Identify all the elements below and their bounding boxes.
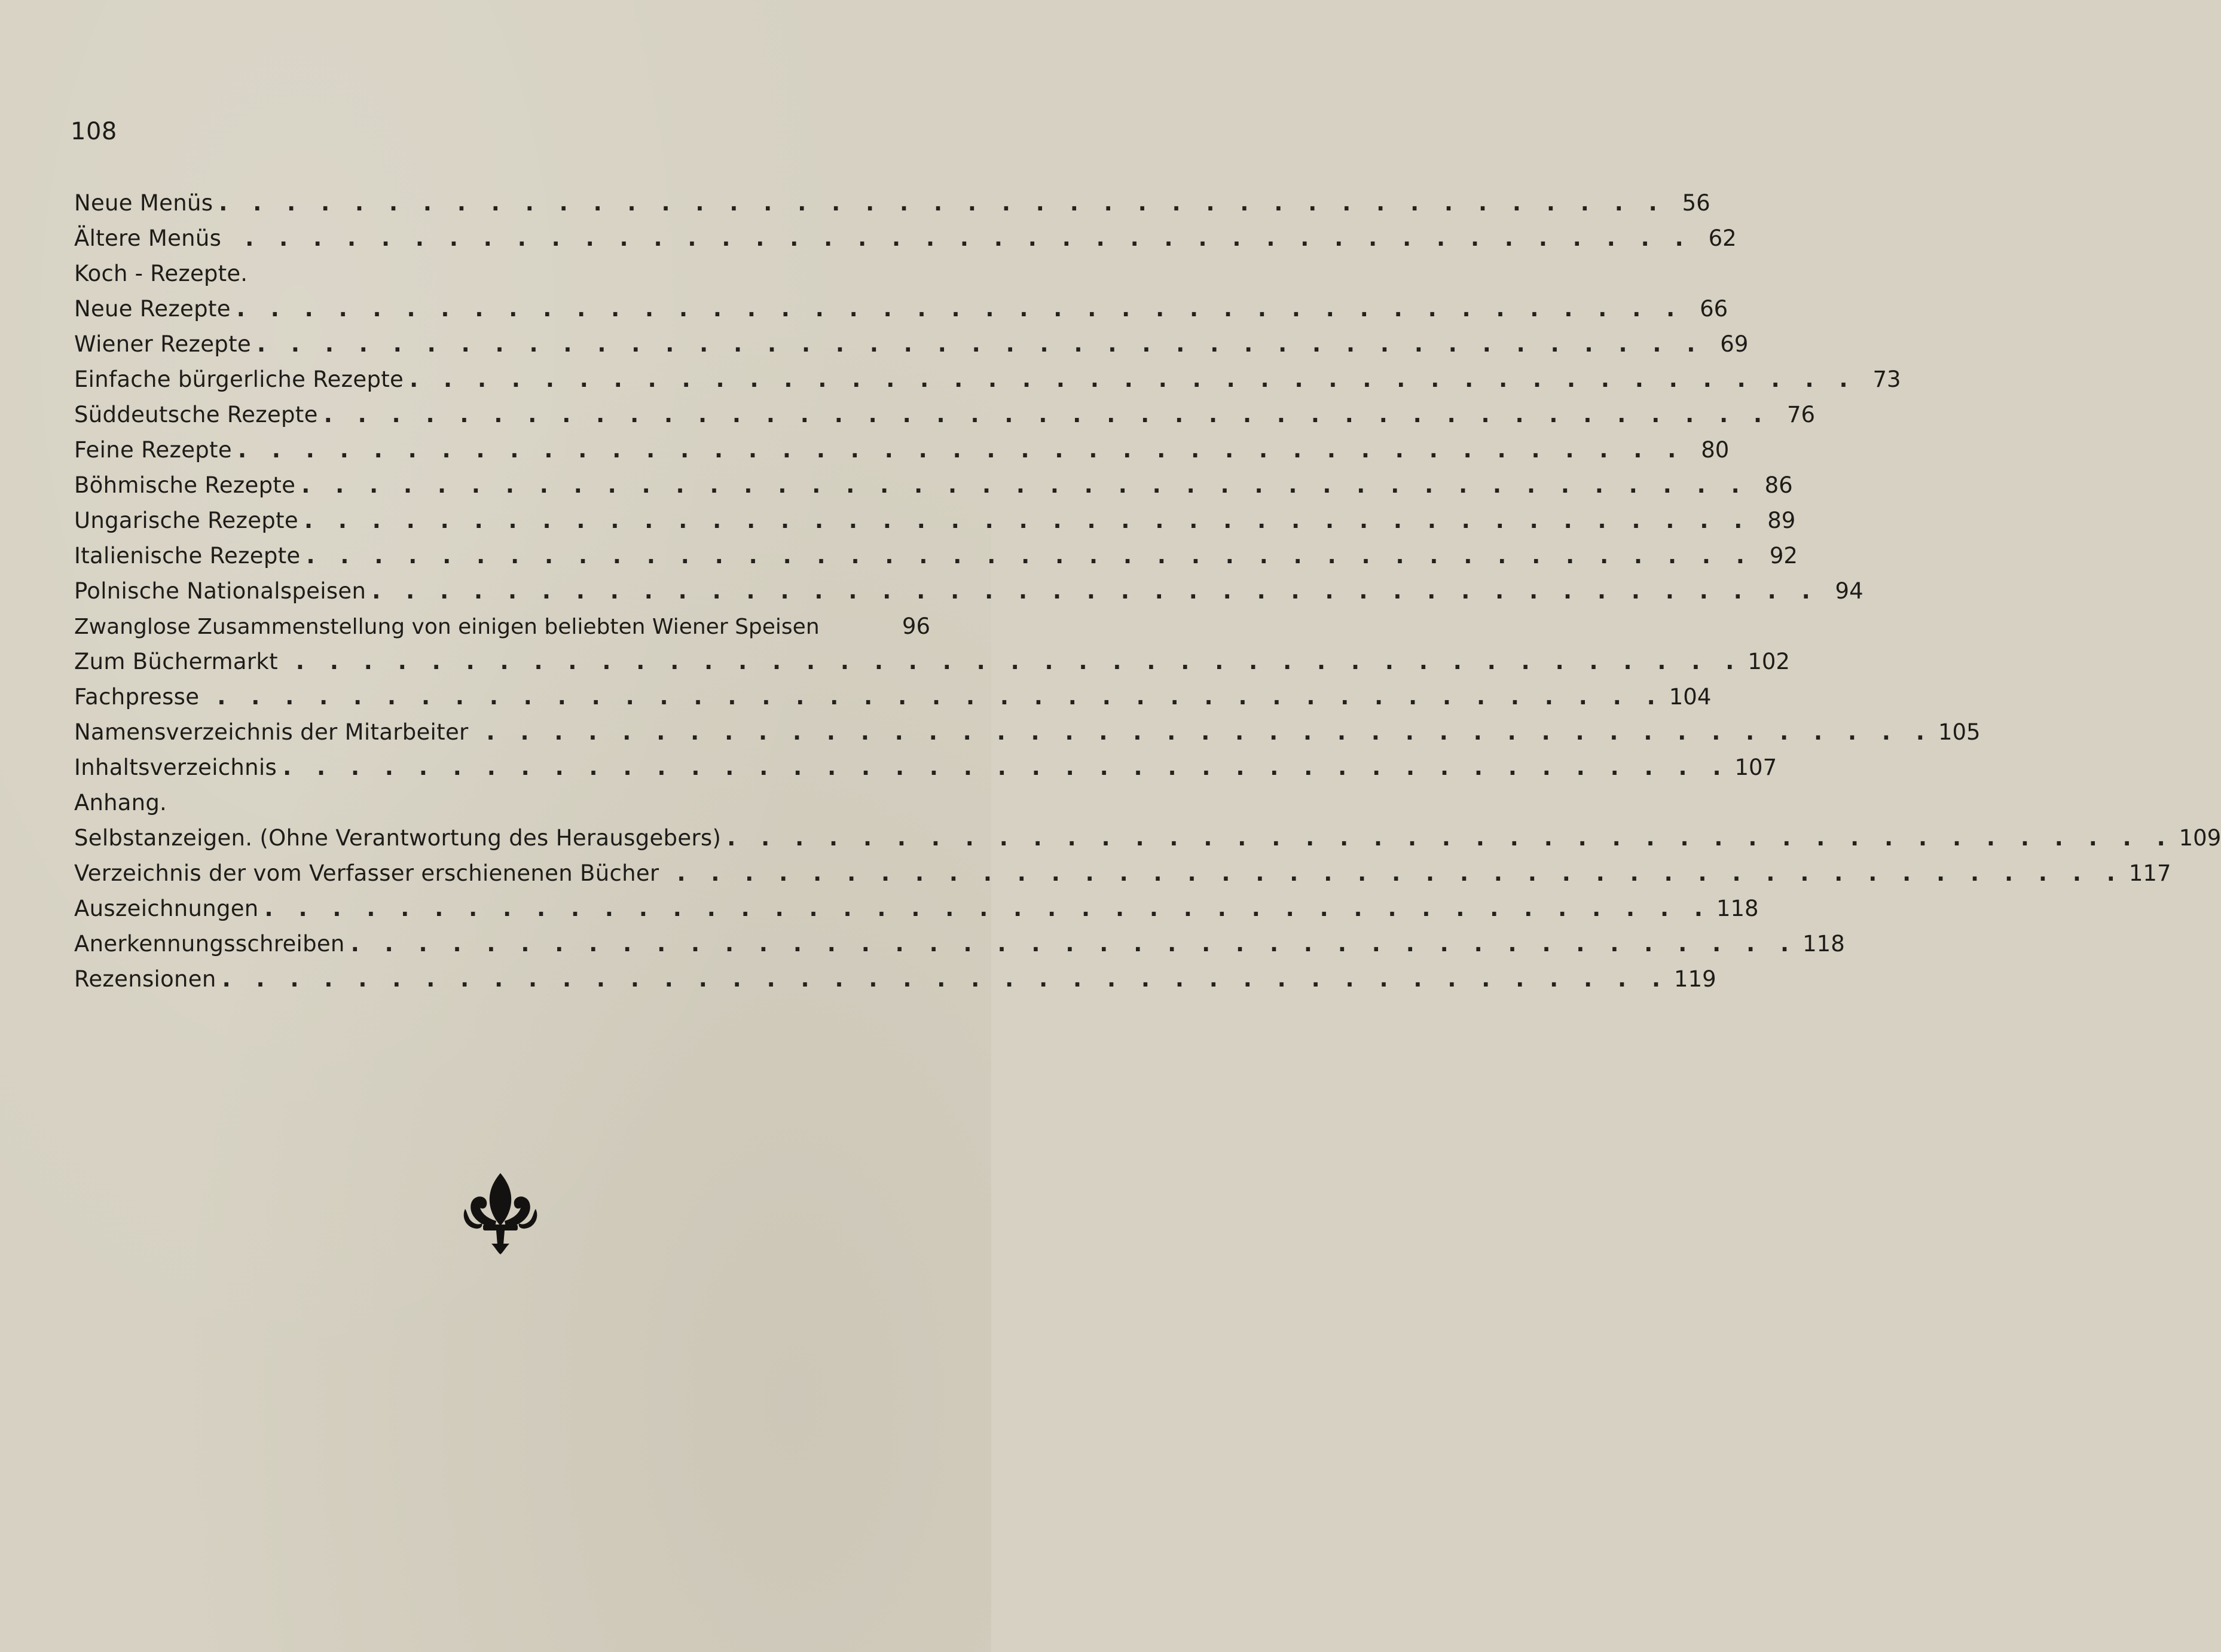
toc-entry-boehmische-rezepte — [74, 468, 1793, 503]
toc-entry-title: Polnische Nationalspeisen — [74, 578, 366, 604]
toc-entry-title: Italienische Rezepte — [74, 543, 301, 569]
toc-entry-title: Ältere Menüs — [74, 225, 222, 251]
toc-entry-page: 118 — [1803, 931, 1845, 957]
toc-entry-neue-rezepte — [74, 291, 1728, 326]
toc-entry-page: 107 — [1734, 755, 1777, 780]
dot-leader: . . . . . . . . . . . . . . . . . . . . . . . . . . . . . . . . . . . . . . . . . . . — [410, 367, 1857, 392]
dot-leader: . . . . . . . . . . . . . . . . . . . . . . . . . . . . . . . . . . . . . . . . . . . — [301, 472, 1749, 498]
toc-entry-page: 92 — [1769, 543, 1798, 569]
fleur-de-lis-icon — [460, 1172, 540, 1256]
toc-entry-verzeichnis-der-buecher — [74, 856, 2171, 891]
dot-leader: . . . . . . . . . . . . . . . . . . . . . . . . . . . . . . . . . . . . . . . . . . . — [237, 437, 1685, 463]
toc-entry-title: Verzeichnis der vom Verfasser erschienenen Bücher — [74, 860, 659, 886]
toc-entry-title: Feine Rezepte — [74, 437, 232, 463]
toc-entry-page: 69 — [1720, 331, 1749, 357]
toc-entry-title: Auszeichnungen — [74, 896, 259, 921]
toc-entry-page: 73 — [1872, 367, 1901, 392]
toc-entry-title: Inhaltsverzeichnis — [74, 755, 277, 780]
toc-entry-sueddeutsche-rezepte — [74, 397, 1816, 432]
dot-leader: . . . . . . . . . . . . . . . . . . . . . . . . . . . . . . . . . . . . . . . . . . . — [304, 508, 1752, 533]
dot-leader: . . . . . . . . . . . . . . . . . . . . . . . . . . . . . . . . . . . . . . . . . . . — [350, 931, 1798, 957]
dot-leader: . . . . . . . . . . . . . . . . . . . . . . . . . . . . . . . . . . . . . . . . . . . — [727, 825, 2174, 851]
toc-entry-namensverzeichnis — [74, 714, 1981, 750]
toc-entry-title: Wiener Rezepte — [74, 331, 251, 357]
dot-leader: . . . . . . . . . . . . . . . . . . . . . . . . . . . . . . . . . . . . . . . . . . . — [236, 296, 1684, 322]
toc-entry-page: 66 — [1700, 296, 1728, 322]
toc-section-heading-koch-rezepte — [74, 256, 930, 291]
toc-entry-page: 94 — [1835, 578, 1863, 604]
toc-entry-zwanglose-zusammenstellung — [74, 609, 930, 644]
toc-entry-title: Ungarische Rezepte — [74, 508, 298, 533]
toc-entry-page: 96 — [902, 613, 930, 639]
dot-leader: . . . . . . . . . . . . . . . . . . . . . . . . . . . . . . . . . . . . . . . . . . . — [295, 649, 1743, 674]
toc-entry-page: 117 — [2128, 860, 2171, 886]
toc-entry-polnische-nationalspeisen — [74, 573, 1863, 609]
dot-leader: . . . . . . . . . . . . . . . . . . . . . . . . . . . . . . . . . . . . . . . . . . . — [256, 331, 1704, 357]
toc-entry-feine-rezepte — [74, 432, 1730, 468]
toc-entry-auszeichnungen — [74, 891, 1759, 926]
toc-entry-page: 62 — [1708, 225, 1737, 251]
dot-leader: . . . . . . . . . . . . . . . . . . . . . . . . . . . . . . . . . . . . . . . . . . . — [222, 966, 1670, 992]
toc-entry-selbstanzeigen — [74, 820, 2221, 856]
toc-entry-title: Neue Menüs — [74, 190, 213, 216]
toc-entry-title: Böhmische Rezepte — [74, 472, 296, 498]
toc-entry-title: Rezensionen — [74, 966, 216, 992]
toc-entry-rezensionen — [74, 961, 1716, 997]
toc-entry-einfache-buergerliche-rezepte — [74, 362, 1901, 397]
toc-entry-page: 118 — [1716, 896, 1759, 921]
toc-entry-title: Einfache bürgerliche Rezepte — [74, 367, 404, 392]
toc-entry-ungarische-rezepte — [74, 503, 1796, 538]
dot-leader: . . . . . . . . . . . . . . . . . . . . . . . . . . . . . . . . . . . . . . . . . . . — [264, 896, 1712, 921]
toc-entry-title: Süddeutsche Rezepte — [74, 402, 318, 427]
toc-entry-title: Anerkennungsschreiben — [74, 931, 345, 957]
table-of-contents — [74, 185, 2221, 997]
toc-section-title: Anhang. — [74, 790, 167, 816]
dot-leader: . . . . . . . . . . . . . . . . . . . . . . . . . . . . . . . . . . . . . . . . . . . — [219, 190, 1666, 216]
toc-entry-page: 56 — [1682, 190, 1710, 216]
toc-entry-title: Fachpresse — [74, 684, 200, 710]
toc-entry-page: 76 — [1787, 402, 1816, 427]
toc-entry-page: 89 — [1767, 508, 1796, 533]
toc-entry-title: Zum Büchermarkt — [74, 649, 278, 674]
toc-entry-inhaltsverzeichnis — [74, 750, 1777, 785]
dot-leader: . . . . . . . . . . . . . . . . . . . . . . . . . . . . . . . . . . . . . . . . . . . — [486, 719, 1933, 745]
toc-entry-zum-buechermarkt — [74, 644, 1790, 679]
toc-entry-fachpresse — [74, 679, 1712, 714]
dot-leader: . . . . . . . . . . . . . . . . . . . . . . . . . . . . . . . . . . . . . . . . . . . — [677, 860, 2124, 886]
page-number: 108 — [71, 118, 117, 145]
toc-entry-italienische-rezepte — [74, 538, 1798, 573]
toc-entry-neue-menues — [74, 185, 1710, 221]
toc-section-title: Koch - Rezepte. — [74, 261, 248, 286]
toc-entry-page: 119 — [1674, 966, 1716, 992]
toc-entry-page: 104 — [1669, 684, 1712, 710]
dot-leader: . . . . . . . . . . . . . . . . . . . . . . . . . . . . . . . . . . . . . . . . . . . — [372, 578, 1819, 604]
dot-leader: . . . . . . . . . . . . . . . . . . . . . . . . . . . . . . . . . . . . . . . . . . . — [217, 684, 1664, 710]
toc-entry-page: 105 — [1938, 719, 1981, 745]
toc-entry-page: 102 — [1748, 649, 1790, 674]
toc-entry-aeltere-menues — [74, 221, 1737, 256]
toc-entry-title: Zwanglose Zusammenstellung von einigen beliebten Wiener Speisen — [74, 615, 820, 639]
toc-entry-wiener-rezepte — [74, 326, 1749, 362]
toc-section-heading-anhang — [74, 785, 930, 820]
dot-leader: . . . . . . . . . . . . . . . . . . . . . . . . . . . . . . . . . . . . . . . . . . . — [283, 755, 1730, 780]
toc-entry-page: 86 — [1764, 472, 1793, 498]
toc-entry-page: 109 — [2179, 825, 2221, 851]
toc-entry-page: 80 — [1701, 437, 1730, 463]
dot-leader: . . . . . . . . . . . . . . . . . . . . . . . . . . . . . . . . . . . . . . . . . . . — [245, 225, 1693, 251]
toc-entry-title: Namensverzeichnis der Mitarbeiter — [74, 719, 469, 745]
toc-entry-anerkennungsschreiben — [74, 926, 1845, 961]
dot-leader: . . . . . . . . . . . . . . . . . . . . . . . . . . . . . . . . . . . . . . . . . . . — [323, 402, 1771, 427]
toc-entry-title: Selbstanzeigen. (Ohne Verantwortung des Herausgebers) — [74, 825, 722, 851]
toc-entry-title: Neue Rezepte — [74, 296, 231, 322]
dot-leader: . . . . . . . . . . . . . . . . . . . . . . . . . . . . . . . . . . . . . . . . . . . — [306, 543, 1753, 569]
